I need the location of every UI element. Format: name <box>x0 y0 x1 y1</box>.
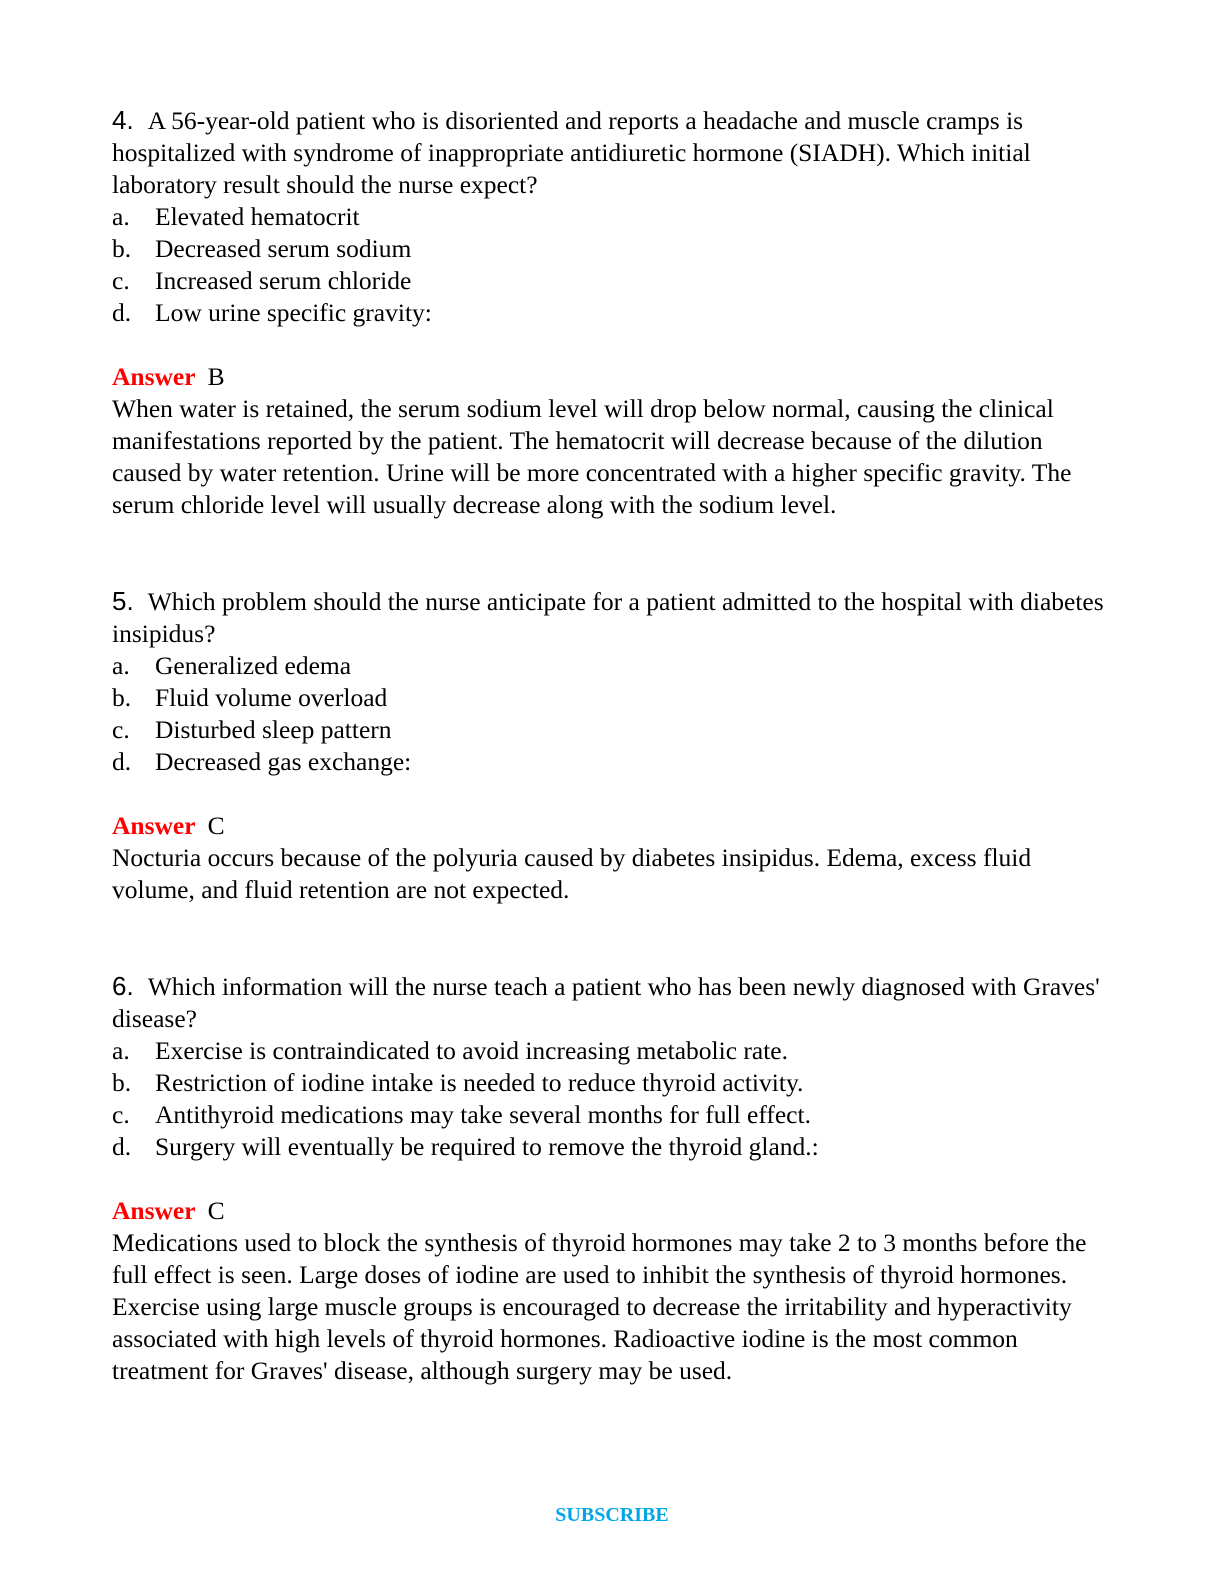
option-text: Elevated hematocrit <box>155 202 360 231</box>
spacer <box>112 906 1112 970</box>
option-text: Antithyroid medications may take several months for full effect. <box>155 1100 811 1129</box>
option-d <box>112 297 1112 329</box>
option-text: Exercise is contraindicated to avoid increasing metabolic rate. <box>155 1036 788 1065</box>
answer-label: Answer <box>112 811 196 840</box>
question-stem <box>112 585 1112 650</box>
option-letter: a. <box>112 1036 130 1065</box>
option-b <box>112 682 1112 714</box>
answer-label: Answer <box>112 362 196 391</box>
option-letter: c. <box>112 266 130 295</box>
option-a <box>112 201 1112 233</box>
answer-line <box>112 361 1112 393</box>
option-a <box>112 650 1112 682</box>
option-text: Increased serum chloride <box>155 266 412 295</box>
option-d <box>112 746 1112 778</box>
option-c <box>112 1099 1112 1131</box>
rationale: Medications used to block the synthesis of thyroid hormones may take 2 to 3 months before the full effect is seen. Large doses of iodine are used to inhibit the synthesis of thyroid hormones. Exercise using large muscle groups is encouraged to decrease the irritability and hyperactivity associated with high levels of thyroid hormones. Radioactive iodine is the most common treatment for Graves' disease, although surgery may be used. <box>112 1228 1087 1385</box>
option-text: Decreased serum sodium <box>155 234 412 263</box>
option-c <box>112 265 1112 297</box>
answer-line <box>112 1195 1112 1227</box>
option-list <box>112 201 1112 329</box>
question-number: 5. <box>112 586 134 616</box>
option-letter: d. <box>112 747 132 776</box>
option-letter: a. <box>112 202 130 231</box>
option-letter: b. <box>112 1068 132 1097</box>
option-text: Fluid volume overload <box>155 683 388 712</box>
option-c <box>112 714 1112 746</box>
option-b <box>112 1067 1112 1099</box>
answer-value: B <box>207 362 225 391</box>
answer-value: C <box>207 1196 225 1225</box>
option-letter: b. <box>112 234 132 263</box>
option-list <box>112 1035 1112 1163</box>
option-letter: b. <box>112 683 132 712</box>
question-6 <box>112 970 1112 1387</box>
question-number: 4. <box>112 105 134 135</box>
option-letter: a. <box>112 651 130 680</box>
option-text: Low urine specific gravity: <box>155 298 432 327</box>
spacer <box>112 521 1112 585</box>
question-number: 6. <box>112 971 134 1001</box>
question-stem <box>112 104 1112 201</box>
option-list <box>112 650 1112 778</box>
option-text: Restriction of iodine intake is needed to reduce thyroid activity. <box>155 1068 804 1097</box>
question-stem <box>112 970 1112 1035</box>
subscribe-link[interactable]: SUBSCRIBE <box>555 1504 669 1526</box>
answer-line <box>112 810 1112 842</box>
option-b <box>112 233 1112 265</box>
rationale: Nocturia occurs because of the polyuria caused by diabetes insipidus. Edema, excess fluid volume, and fluid retention are not expected. <box>112 843 1032 904</box>
question-text: A 56-year-old patient who is disoriented and reports a headache and muscle cramps is hospitalized with syndrome of inappropriate antidiuretic hormone (SIADH). Which initial laboratory result should the nurse expect? <box>112 106 1031 199</box>
question-text: Which problem should the nurse anticipate for a patient admitted to the hospital with diabetes insipidus? <box>112 587 1104 648</box>
question-4 <box>112 104 1112 521</box>
option-text: Generalized edema <box>155 651 352 680</box>
question-text: Which information will the nurse teach a patient who has been newly diagnosed with Graves' disease? <box>112 972 1100 1033</box>
answer-value: C <box>207 811 225 840</box>
option-letter: c. <box>112 715 130 744</box>
option-d <box>112 1131 1112 1163</box>
option-letter: c. <box>112 1100 130 1129</box>
rationale: When water is retained, the serum sodium level will drop below normal, causing the clinical manifestations reported by the patient. The hematocrit will decrease because of the dilution caused by water retention. Urine will be more concentrated with a higher specific gravity. The serum chloride level will usually decrease along with the sodium level. <box>112 394 1072 519</box>
option-text: Disturbed sleep pattern <box>155 715 392 744</box>
option-text: Decreased gas exchange: <box>155 747 412 776</box>
question-5 <box>112 585 1112 906</box>
option-letter: d. <box>112 298 132 327</box>
option-a <box>112 1035 1112 1067</box>
answer-label: Answer <box>112 1196 196 1225</box>
document-page <box>112 104 1112 1387</box>
option-letter: d. <box>112 1132 132 1161</box>
option-text: Surgery will eventually be required to remove the thyroid gland.: <box>155 1132 819 1161</box>
